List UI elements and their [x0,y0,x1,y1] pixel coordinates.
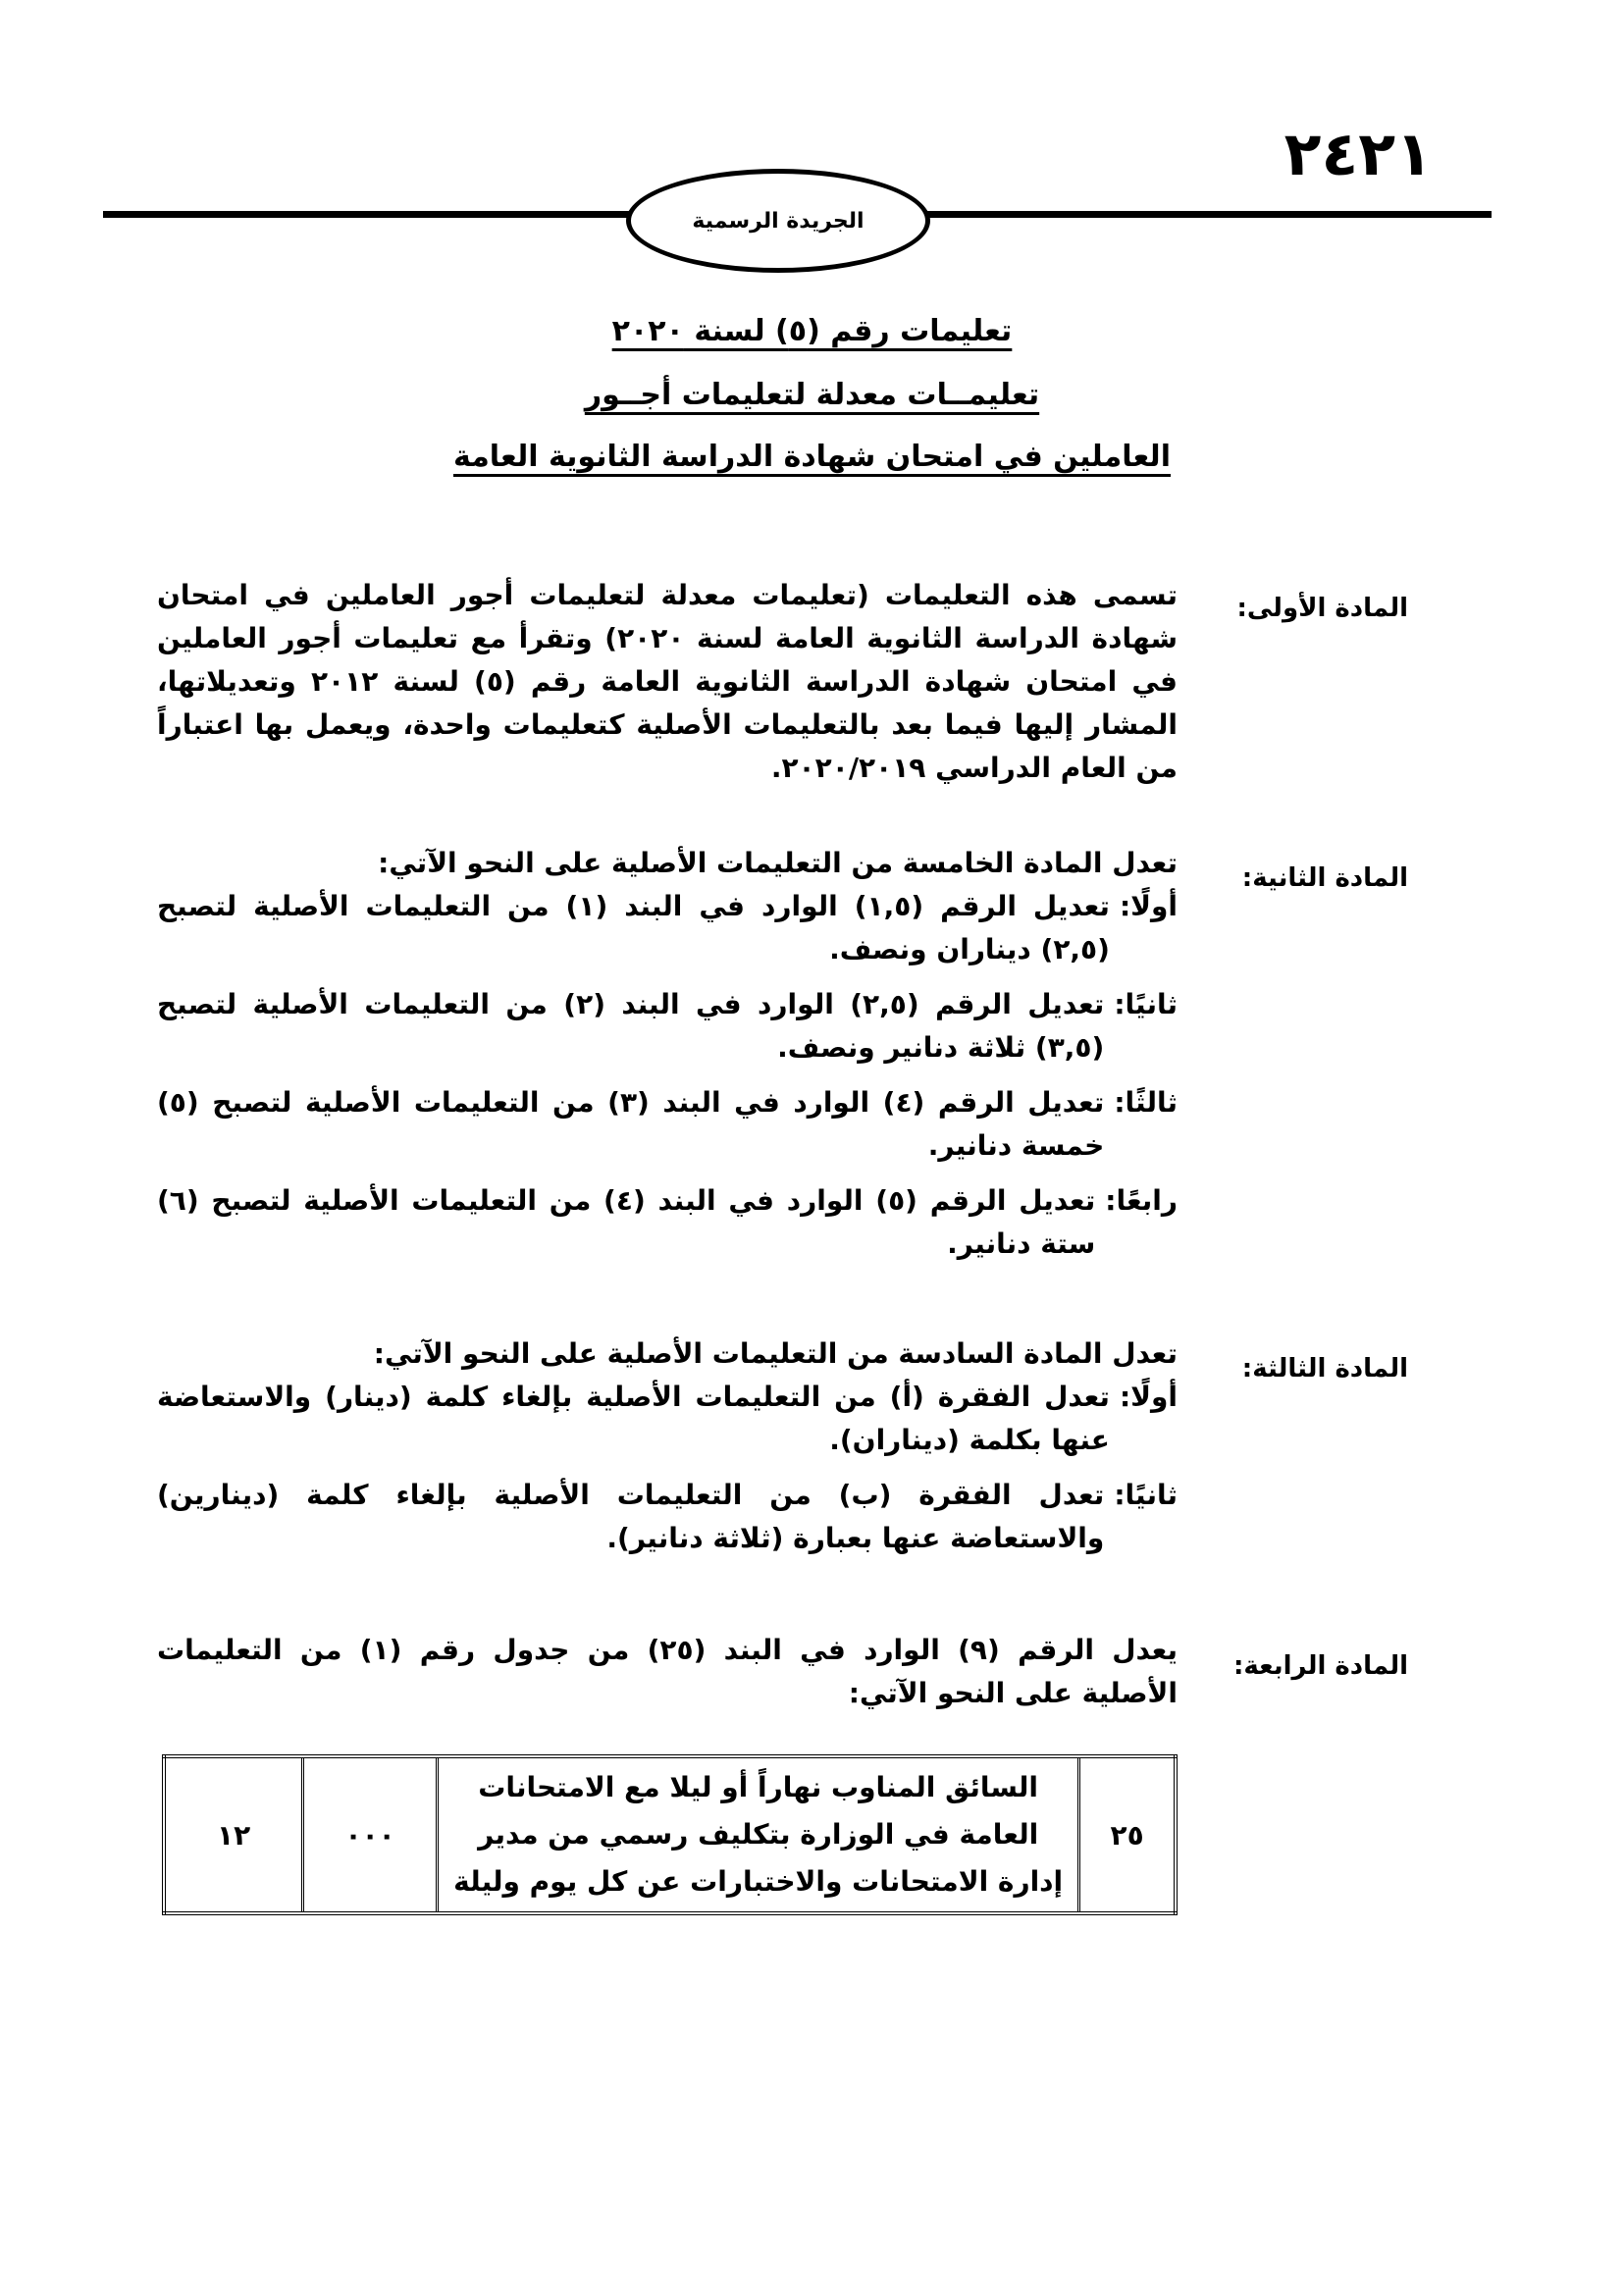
article-3-label: المادة الثالثة: [1241,1354,1408,1383]
page-number: ٢٤٢١ [1283,118,1433,189]
article-3-item [157,1474,1178,1560]
article-3-item [157,1376,1178,1462]
article-1-text [157,574,1178,790]
item-label: ثانيًا: [1114,988,1178,1020]
table-cell-dinars: ١٢ [164,1756,303,1913]
gazette-emblem [626,169,930,273]
table-cell-description: السائق المناوب نهاراً أو ليلا مع الامتحانات العامة في الوزارة بتكليف رسمي من مدير إدارة الامتحانات والاختبارات عن كل يوم وليلة [438,1756,1079,1913]
article-2-text [157,842,1178,1266]
article-4-label: المادة الرابعة: [1233,1651,1408,1681]
article-3-intro: تعدل المادة السادسة من التعليمات الأصلية على النحو الآتي: [373,1337,1178,1370]
item-label: أولًا: [1119,890,1178,922]
item-text: تعديل الرقم (٤) الوارد في البند (٣) من التعليمات الأصلية لتصبح (٥) خمسة دنانير. [157,1086,1105,1162]
article-2-item [157,983,1178,1070]
article-2-item [157,1081,1178,1168]
article-2-label: المادة الثانية: [1241,863,1408,893]
item-label: ثالثًا: [1114,1086,1178,1119]
item-text: تعدل الفقرة (أ) من التعليمات الأصلية بإلغاء كلمة (دينار) والاستعاضة عنها بكلمة (ديناران). [157,1381,1110,1456]
gazette-name: الجريدة الرسمية [692,208,864,234]
document-title: تعليمات رقم (٥) لسنة ٢٠٢٠ [611,314,1013,348]
item-label: رابعًا: [1105,1184,1178,1217]
article-3-text [157,1332,1178,1560]
item-label: ثانيًا: [1114,1479,1178,1511]
document-subtitle: تعليمــات معدلة لتعليمات أجــور [584,378,1040,412]
article-2-item [157,1179,1178,1266]
article-4-body: يعدل الرقم (٩) الوارد في البند (٢٥) من جدول رقم (١) من التعليمات الأصلية على النحو الآتي: [157,1634,1179,1709]
table-cell-fils: ٠٠٠ [303,1756,438,1913]
document-subtitle-2: العاملين في امتحان شهادة الدراسة الثانوية العامة [453,440,1171,474]
table-row [164,1756,1176,1913]
table-cell-item-number: ٢٥ [1079,1756,1176,1913]
item-text: تعديل الرقم (١,٥) الوارد في البند (١) من التعليمات الأصلية لتصبح (٢,٥) ديناران ونصف. [157,890,1110,965]
article-2-intro: تعدل المادة الخامسة من التعليمات الأصلية على النحو الآتي: [378,847,1178,879]
article-2-item [157,885,1178,971]
fee-table [162,1754,1178,1915]
article-4-text [157,1629,1178,1715]
item-text: تعديل الرقم (٥) الوارد في البند (٤) من التعليمات الأصلية لتصبح (٦) ستة دنانير. [157,1184,1096,1260]
item-text: تعديل الرقم (٢,٥) الوارد في البند (٢) من التعليمات الأصلية لتصبح (٣,٥) ثلاثة دنانير ونصف. [157,988,1105,1064]
item-text: تعدل الفقرة (ب) من التعليمات الأصلية بإلغاء كلمة (دينارين) والاستعاضة عنها بعبارة (ثلاثة دنانير). [157,1479,1105,1554]
article-1-label: المادة الأولى: [1236,594,1408,623]
item-label: أولًا: [1119,1381,1178,1413]
article-1-body: تسمى هذه التعليمات (تعليمات معدلة لتعليمات أجور العاملين في امتحان شهادة الدراسة الثانوية العامة لسنة ٢٠٢٠) وتقرأ مع تعليمات أجور العاملين في امتحان شهادة الدراسة الثانوية العامة رقم (٥) لسنة ٢٠١٢ وتعديلاتها، المشار إليها فيما بعد بالتعليمات الأصلية كتعليمات واحدة، ويعمل بها اعتباراً من العام الدراسي ٢٠٢٠/٢٠١٩. [157,579,1178,784]
